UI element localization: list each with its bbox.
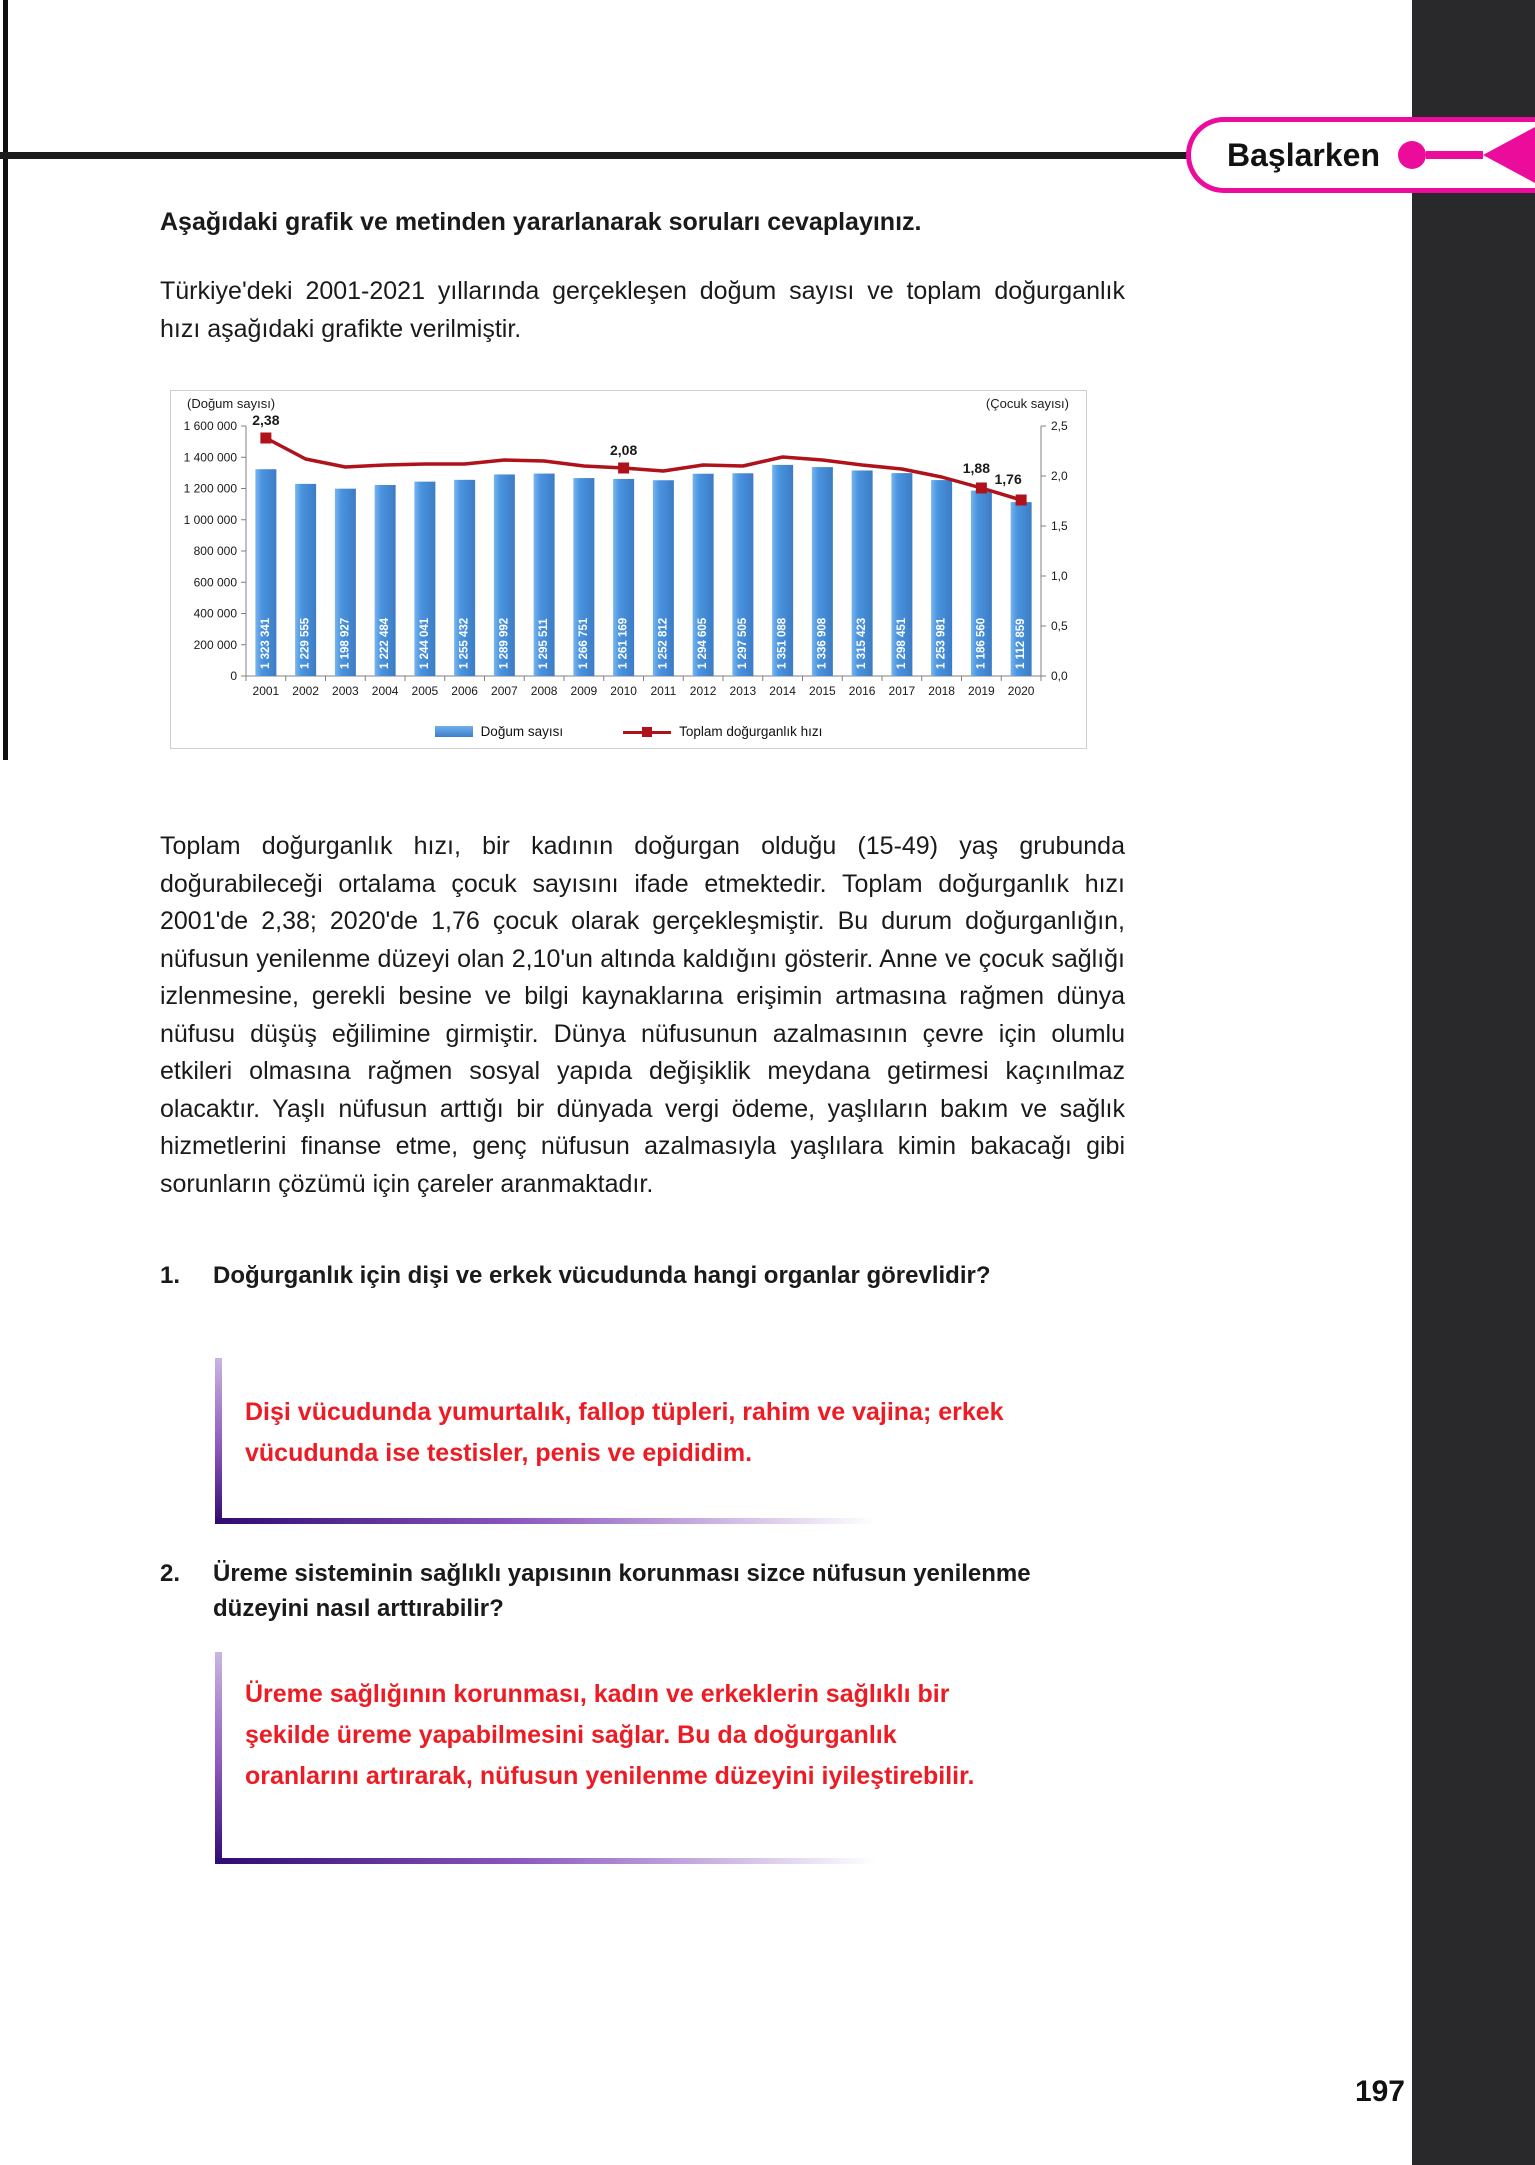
svg-text:1 315 423: 1 315 423 xyxy=(856,617,869,669)
question-2 xyxy=(160,1556,1093,1626)
svg-text:0,5: 0,5 xyxy=(1051,619,1068,633)
svg-text:1 229 555: 1 229 555 xyxy=(299,617,312,669)
tab-label: Başlarken xyxy=(1227,136,1380,173)
svg-text:1 298 451: 1 298 451 xyxy=(895,617,908,669)
svg-text:2,08: 2,08 xyxy=(610,442,638,458)
svg-text:1 186 560: 1 186 560 xyxy=(975,617,988,669)
svg-text:0,0: 0,0 xyxy=(1051,669,1068,683)
svg-text:2010: 2010 xyxy=(610,684,637,698)
svg-text:(Doğum sayısı): (Doğum sayısı) xyxy=(187,396,276,411)
question-2-text: Üreme sisteminin sağlıklı yapısının korunması sizce nüfusun yenilenme düzeyini nasıl arttırabilir? xyxy=(213,1560,1031,1622)
svg-text:1 244 041: 1 244 041 xyxy=(418,617,431,669)
svg-text:2007: 2007 xyxy=(491,684,518,698)
svg-text:1 112 859: 1 112 859 xyxy=(1015,618,1028,669)
instruction-heading: Aşağıdaki grafik ve metinden yararlanarak soruları cevaplayınız. xyxy=(160,208,922,236)
answer-2-text: Üreme sağlığının korunması, kadın ve erkeklerin sağlıklı bir şekilde üreme yapabilmesini sağlar. Bu da doğurganlık oranlarını artırarak, nüfusun yenilenme düzeyini iyileştirebilir. xyxy=(245,1680,975,1790)
svg-text:2011: 2011 xyxy=(650,684,677,698)
svg-text:2020: 2020 xyxy=(1007,684,1035,698)
svg-text:2006: 2006 xyxy=(451,684,478,698)
svg-text:1,76: 1,76 xyxy=(994,471,1022,487)
svg-text:2012: 2012 xyxy=(689,684,717,698)
svg-text:1 200 000: 1 200 000 xyxy=(183,481,237,496)
answer-1-accent-left xyxy=(215,1358,222,1524)
svg-text:1 252 812: 1 252 812 xyxy=(657,617,670,669)
line-swatch-icon xyxy=(623,726,671,738)
svg-text:2018: 2018 xyxy=(928,684,955,698)
answer-1-accent-bottom xyxy=(215,1518,876,1524)
body-paragraph: Toplam doğurganlık hızı, bir kadının doğurgan olduğu (15-49) yaş grubunda doğurabileceği ortalama çocuk sayısını ifade etmektedir. Toplam doğurganlık hızı 2001'de 2,38; 2020'de 1,76 çocuk olarak gerçekleşmiştir. Bu durum doğurganlığın, nüfusun yenilenme düzeyi olan 2,10'un altında kaldığını gösterir. Anne ve çocuk sağlığı izlenmesine, gerekli besine ve bilgi kaynaklarına erişimin artmasına rağmen dünya nüfusu düşüş eğilimine girmiştir. Dünya nüfusunun azalmasının çevre için olumlu etkileri olmasına rağmen sosyal yapıda değişiklik meydana getirmesi kaçınılmaz olacaktır. Yaşlı nüfusun arttığı bir dünyada vergi ödeme, yaşlıların bakım ve sağlık hizmetlerini finanse etme, genç nüfusun azalmasıyla yaşlılara kimin bakacağı gibi sorunların çözümü için çareler aranmaktadır. xyxy=(160,832,1125,1198)
svg-text:1,88: 1,88 xyxy=(962,460,990,476)
svg-text:1 253 981: 1 253 981 xyxy=(935,617,948,669)
chart-svg xyxy=(171,391,1084,709)
svg-text:1 289 992: 1 289 992 xyxy=(498,617,511,669)
svg-text:800 000: 800 000 xyxy=(193,544,237,558)
svg-text:1,5: 1,5 xyxy=(1051,519,1068,533)
tab-dot-icon xyxy=(1398,141,1426,169)
bar-swatch-icon xyxy=(435,726,473,737)
svg-text:2017: 2017 xyxy=(888,684,916,698)
answer-1-text: Dişi vücudunda yumurtalık, fallop tüpleri, rahim ve vajina; erkek vücudunda ise testisler, penis ve epididim. xyxy=(245,1398,1004,1467)
answer-2-accent-bottom xyxy=(215,1858,876,1864)
svg-text:2,38: 2,38 xyxy=(252,412,280,428)
question-1-number: 1. xyxy=(160,1262,181,1289)
tab-arrow-icon xyxy=(1483,127,1535,183)
svg-text:2016: 2016 xyxy=(848,684,876,698)
svg-text:2013: 2013 xyxy=(729,684,757,698)
starter-tab xyxy=(1186,117,1535,193)
svg-text:200 000: 200 000 xyxy=(193,637,237,652)
svg-text:0: 0 xyxy=(230,669,237,683)
intro-paragraph: Türkiye'deki 2001-2021 yıllarında gerçekleşen doğum sayısı ve toplam doğurganlık hızı aşağıdaki grafikte verilmiştir. xyxy=(160,277,1125,343)
svg-text:1 266 751: 1 266 751 xyxy=(577,617,590,669)
svg-text:1 351 088: 1 351 088 xyxy=(776,617,789,669)
legend-label-fertility: Toplam doğurganlık hızı xyxy=(679,724,823,739)
chart xyxy=(170,390,1087,749)
svg-text:1 255 432: 1 255 432 xyxy=(458,617,471,669)
svg-text:1 400 000: 1 400 000 xyxy=(183,450,237,465)
svg-text:2,0: 2,0 xyxy=(1051,469,1068,483)
answer-box-1 xyxy=(215,1358,1085,1524)
svg-text:2002: 2002 xyxy=(292,684,319,698)
svg-text:2009: 2009 xyxy=(570,684,598,698)
svg-text:1 295 511: 1 295 511 xyxy=(538,618,551,669)
chart-legend xyxy=(171,724,1086,739)
svg-text:600 000: 600 000 xyxy=(193,575,237,590)
answer-box-2 xyxy=(215,1652,1085,1864)
question-1-text: Doğurganlık için dişi ve erkek vücudunda hangi organlar görevlidir? xyxy=(213,1262,991,1289)
svg-text:2008: 2008 xyxy=(530,684,558,698)
svg-text:(Çocuk sayısı): (Çocuk sayısı) xyxy=(985,396,1069,411)
legend-label-births: Doğum sayısı xyxy=(480,724,564,739)
question-1 xyxy=(160,1258,1093,1293)
svg-text:2014: 2014 xyxy=(769,684,796,698)
answer-2-accent-left xyxy=(215,1652,222,1864)
svg-text:1 261 169: 1 261 169 xyxy=(617,617,630,669)
svg-text:2015: 2015 xyxy=(809,684,836,698)
right-edge-strip xyxy=(1412,0,1535,2165)
svg-text:2004: 2004 xyxy=(371,684,399,698)
page-number: 197 xyxy=(1354,2075,1405,2108)
svg-text:400 000: 400 000 xyxy=(193,606,237,621)
svg-text:1 294 605: 1 294 605 xyxy=(697,617,710,669)
svg-text:2003: 2003 xyxy=(332,684,359,698)
tab-connector-line xyxy=(1426,151,1483,159)
svg-text:1 222 484: 1 222 484 xyxy=(379,617,392,669)
svg-text:2001: 2001 xyxy=(252,684,280,698)
svg-text:1 297 505: 1 297 505 xyxy=(736,617,749,669)
svg-text:2019: 2019 xyxy=(968,684,995,698)
svg-text:1 336 908: 1 336 908 xyxy=(816,617,829,669)
svg-text:1,0: 1,0 xyxy=(1051,569,1068,583)
svg-text:1 323 341: 1 323 341 xyxy=(259,617,272,669)
svg-text:1 000 000: 1 000 000 xyxy=(183,512,237,527)
legend-item-fertility xyxy=(623,724,822,739)
question-2-number: 2. xyxy=(160,1560,181,1587)
svg-text:1 600 000: 1 600 000 xyxy=(183,419,237,433)
svg-text:1 198 927: 1 198 927 xyxy=(339,617,352,669)
legend-item-births xyxy=(435,724,564,739)
header-rule xyxy=(0,152,1250,159)
svg-text:2005: 2005 xyxy=(411,684,439,698)
left-edge-rule xyxy=(3,0,8,760)
svg-text:2,5: 2,5 xyxy=(1051,419,1068,433)
